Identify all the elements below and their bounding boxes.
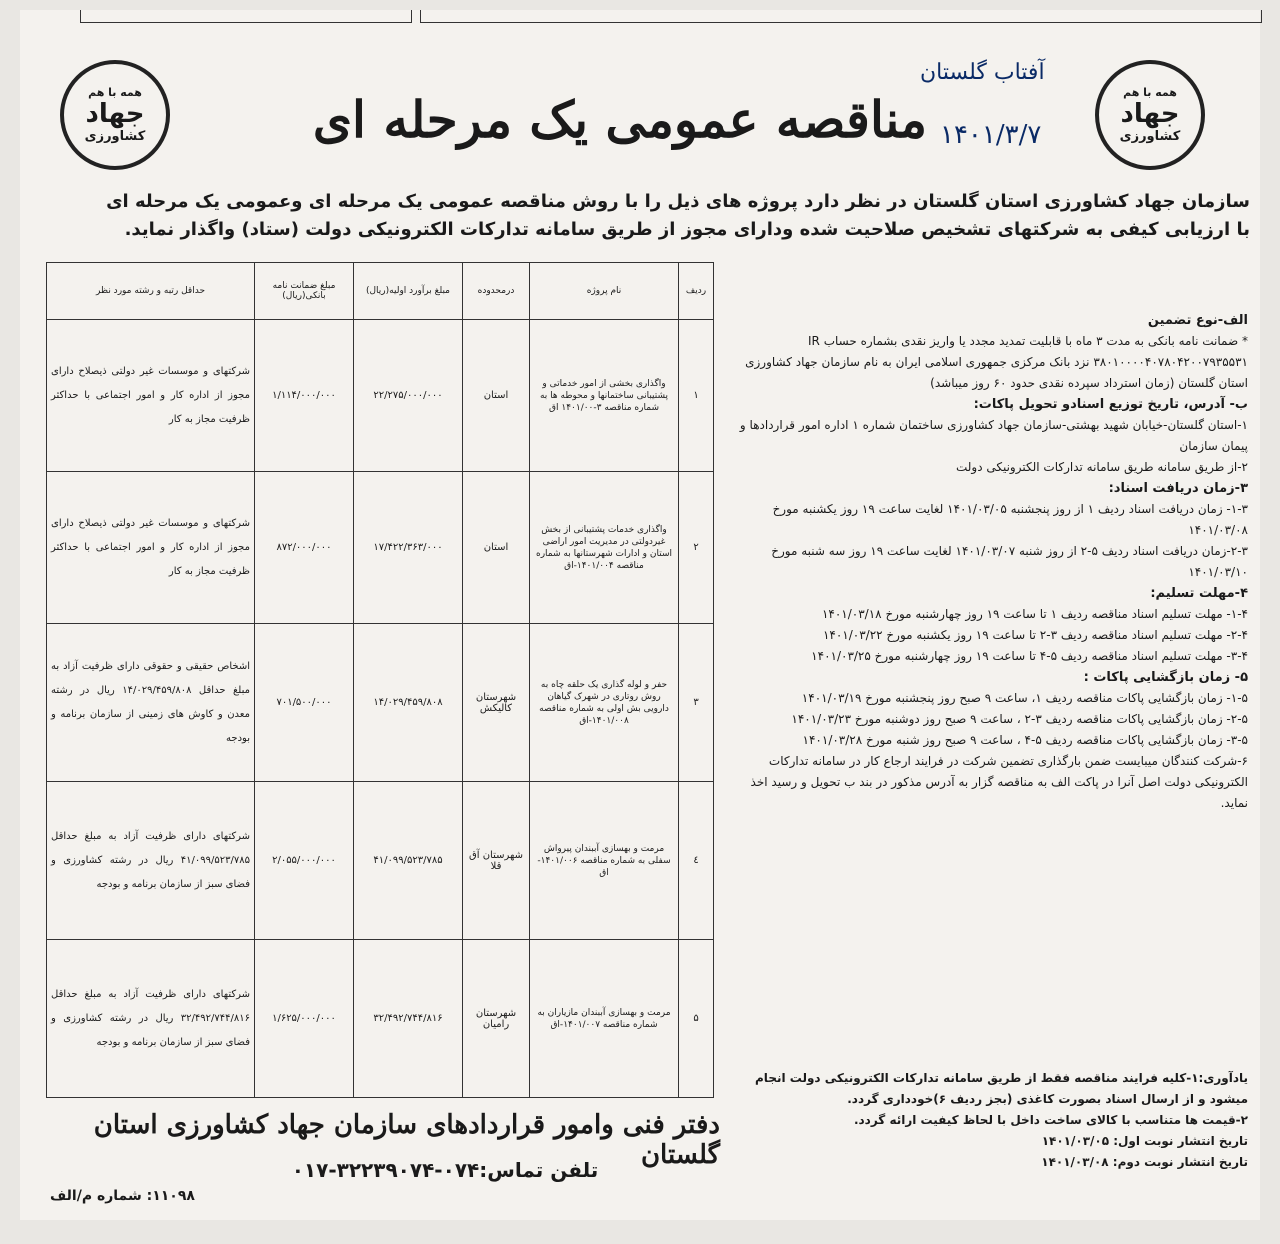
table-row — [47, 782, 714, 940]
row-num: ۳ — [679, 624, 714, 782]
reminder-1: یادآوری:۱-کلیه فرایند مناقصه فقط از طریق سامانه تدارکات الکترونیکی دولت انجام میشود و از ارسال اسناد بصورت کاغذی (بجز ردیف ۶)خودداری گردد. — [755, 1071, 1248, 1106]
section-f: ۶-شرکت کنندگان میبایست ضمن بارگذاری تضمین شرکت در فرایند ارجاع کار در سامانه تدارکات الکترونیکی دولت اصل آنرا در پاکت الف به مناقصه گزار به آدرس مذکور در بند ب تحویل و رسید اخذ نماید. — [750, 754, 1248, 810]
jahad-logo-left — [60, 60, 170, 170]
section-e1: ۱-۵- زمان بازگشایی پاکات مناقصه ردیف ۱، ساعت ۹ صبح روز پنجشنبه مورخ ۱۴۰۱/۰۳/۱۹ — [801, 691, 1248, 705]
section-b1: ۱-استان گلستان-خیابان شهید بهشتی-سازمان جهاد کشاورزی ساختمان شماره ۱ اداره امور قراردادها و پیمان سازمان — [739, 418, 1248, 453]
jahad-logo-right — [1095, 60, 1205, 170]
table-row — [47, 940, 714, 1098]
row-estimate: ۴۱/۰۹۹/۵۲۳/۷۸۵ — [354, 782, 463, 940]
contact-phone: تلفن تماس:۰۷۴-۳۲۲۳۹۰۷۴-۰۱۷ — [291, 1158, 599, 1182]
publish-date-2: تاریخ انتشار نوبت دوم: ۱۴۰۱/۰۳/۰۸ — [1041, 1155, 1248, 1169]
row-guarantee: ۸۷۲/۰۰۰/۰۰۰ — [255, 472, 354, 624]
intro-text — [60, 188, 1250, 244]
row-area: شهرستان آق قلا — [463, 782, 530, 940]
row-guarantee: ۲/۰۵۵/۰۰۰/۰۰۰ — [255, 782, 354, 940]
tender-page — [20, 10, 1260, 1220]
section-c-title: ۳-زمان دریافت اسناد: — [1108, 481, 1248, 496]
col-name: نام پروژه — [530, 263, 679, 320]
section-d3: ۳-۴- مهلت تسلیم اسناد مناقصه ردیف ۵-۴ تا ساعت ۱۹ روز چهارشنبه مورخ ۱۴۰۱/۰۳/۲۵ — [811, 649, 1248, 663]
row-name: مرمت و بهسازی آببندان پیرواش سفلی به شماره مناقصه ۱۴۰۱/۰۰۶-اق — [530, 782, 679, 940]
handwritten-date: ۱۴۰۱/۳/۷ — [940, 120, 1042, 150]
section-e2: ۲-۵- زمان بازگشایی پاکات مناقصه ردیف ۳-۲ ، ساعت ۹ صبح روز دوشنبه مورخ ۱۴۰۱/۰۳/۲۳ — [791, 712, 1248, 726]
table-header-row — [47, 263, 714, 320]
projects-table — [46, 262, 714, 1098]
top-rule — [20, 10, 1260, 24]
row-estimate: ۱۷/۴۲۲/۳۶۳/۰۰۰ — [354, 472, 463, 624]
page-title: مناقصه عمومی یک مرحله ای — [312, 90, 928, 149]
section-a-title: الف-نوع تضمین — [1147, 313, 1248, 328]
logo-line3: کشاورزی — [1119, 129, 1181, 144]
section-d2: ۲-۴- مهلت تسلیم اسناد مناقصه ردیف ۳-۲ تا ساعت ۱۹ روز یکشنبه مورخ ۱۴۰۱/۰۳/۲۲ — [822, 628, 1248, 642]
row-estimate: ۳۲/۴۹۲/۷۴۴/۸۱۶ — [354, 940, 463, 1098]
row-area: شهرستان رامیان — [463, 940, 530, 1098]
row-name: واگذاری خدمات پشتیبانی از بخش غیردولتی در مدیریت امور اراضی استان و ادارات شهرستانها به شماره مناقصه ۱۴۰۱/۰۰۴-اق — [530, 472, 679, 624]
row-name: واگذاری بخشی از امور خدماتی و پشتیبانی ساختمانها و محوطه ها به شماره مناقصه ۳-۱۴۰۱/۰۰ اق — [530, 320, 679, 472]
section-b2: ۲-از طریق سامانه طریق سامانه تدارکات الکترونیکی دولت — [955, 460, 1248, 474]
row-guarantee: ۱/۶۲۵/۰۰۰/۰۰۰ — [255, 940, 354, 1098]
row-qual: شرکتهای و موسسات غیر دولتی ذیصلاح دارای مجوز از اداره کار و امور اجتماعی با حداکثر ظرفیت مجاز به کار — [47, 320, 255, 472]
table-row — [47, 472, 714, 624]
row-qual: شرکتهای دارای ظرفیت آزاد به مبلغ حداقل ۴۱/۰۹۹/۵۲۳/۷۸۵ ریال در رشته کشاورزی و فضای سبز از سازمان برنامه و بودجه — [47, 782, 255, 940]
handwritten-source: آفتاب گلستان — [920, 60, 1045, 85]
section-e-title: ۵- زمان بازگشایی پاکات : — [1083, 670, 1248, 685]
col-area: درمحدوده — [463, 263, 530, 320]
row-guarantee: ۱/۱۱۴/۰۰۰/۰۰۰ — [255, 320, 354, 472]
logo-line1: همه با هم — [88, 86, 142, 99]
table-row — [47, 320, 714, 472]
logo-line2: جهاد — [1120, 99, 1180, 129]
conditions-column — [720, 310, 1248, 814]
logo-line2: جهاد — [85, 99, 145, 129]
row-num: ۲ — [679, 472, 714, 624]
col-estimate: مبلغ برآورد اولیه(ریال) — [354, 263, 463, 320]
section-d1: ۱-۴- مهلت تسلیم اسناد مناقصه ردیف ۱ تا ساعت ۱۹ روز چهارشنبه مورخ ۱۴۰۱/۰۳/۱۸ — [821, 607, 1248, 621]
section-c1: ۱-۳- زمان دریافت اسناد ردیف ۱ از روز پنجشنبه ۱۴۰۱/۰۳/۰۵ لغایت ساعت ۱۹ روز یکشنبه مورخ ۱۴۰۱/۰۳/۰۸ — [772, 502, 1248, 537]
row-estimate: ۱۴/۰۲۹/۴۵۹/۸۰۸ — [354, 624, 463, 782]
reminder-2: ۲-قیمت ها متناسب با کالای ساخت داخل با لحاظ کیفیت ارائه گردد. — [853, 1113, 1248, 1127]
logo-line3: کشاورزی — [84, 129, 146, 144]
logo-line1: همه با هم — [1123, 86, 1177, 99]
row-estimate: ۲۲/۲۷۵/۰۰۰/۰۰۰ — [354, 320, 463, 472]
row-guarantee: ۷۰۱/۵۰۰/۰۰۰ — [255, 624, 354, 782]
col-num: ردیف — [679, 263, 714, 320]
ad-number: ۱۱۰۹۸: شماره م/الف — [50, 1188, 195, 1204]
row-num: ۱ — [679, 320, 714, 472]
header — [20, 40, 1260, 190]
section-a-text: * ضمانت نامه بانکی به مدت ۳ ماه با قابلیت تمدید مجدد یا واریز نقدی بشماره حساب IR ۳۸۰۱۰۰۰۰۴۰۷۸۰۴۲۰۰۷۹۳۵۵۳۱ نزد بانک مرکزی جمهوری اسلامی ایران به نام سازمان جهاد کشاورزی استان گلستان (زمان استرداد سپرده نقدی حدود ۶۰ روز میباشد) — [745, 334, 1248, 390]
row-area: استان — [463, 320, 530, 472]
col-qual: حداقل رتبه و رشته مورد نظر — [47, 263, 255, 320]
section-c2: ۲-۳-زمان دریافت اسناد ردیف ۵-۲ از روز شنبه ۱۴۰۱/۰۳/۰۷ لغایت ساعت ۱۹ روز سه شنبه مورخ ۱۴۰۱/۰۳/۱۰ — [771, 544, 1248, 579]
section-b-title: ب- آدرس، تاریخ توزیع اسنادو تحویل پاکات: — [973, 397, 1248, 412]
section-e3: ۳-۵- زمان بازگشایی پاکات مناقصه ردیف ۵-۴ ، ساعت ۹ صبح روز شنبه مورخ ۱۴۰۱/۰۳/۲۸ — [802, 733, 1248, 747]
row-name: حفر و لوله گذاری یک حلقه چاه به روش روتاری در شهرک گیاهان دارویی بش اولی به شماره مناقصه ۱۴۰۱/۰۰۸-اق — [530, 624, 679, 782]
row-qual: شرکتهای و موسسات غیر دولتی ذیصلاح دارای مجوز از اداره کار و امور اجتماعی با حداکثر ظرفیت مجاز به کار — [47, 472, 255, 624]
section-d-title: ۴-مهلت تسلیم: — [1150, 586, 1248, 601]
reminder-block — [720, 1068, 1248, 1173]
row-num: ٤ — [679, 782, 714, 940]
intro-line2: با ارزیابی کیفی به شرکتهای تشخیص صلاحیت شده ودارای مجوز از طریق سامانه تدارکات الکترونیکی دولت (ستاد) واگذار نماید. — [124, 219, 1250, 240]
row-qual: اشخاص حقیقی و حقوقی دارای ظرفیت آزاد به مبلغ حداقل ۱۴/۰۲۹/۴۵۹/۸۰۸ ریال در رشته معدن و کاوش های زمینی از سازمان برنامه و بودجه — [47, 624, 255, 782]
intro-line1: سازمان جهاد کشاورزی استان گلستان در نظر دارد پروژه های ذیل را با روش مناقصه عمومی یک مرحله ای وعمومی یک مرحله ای — [106, 191, 1250, 212]
office-name: دفتر فنی وامور قراردادهای سازمان جهاد کشاورزی استان گلستان — [93, 1110, 720, 1170]
col-guarantee: مبلغ ضمانت نامه بانکی(ریال) — [255, 263, 354, 320]
table-row — [47, 624, 714, 782]
row-num: ۵ — [679, 940, 714, 1098]
row-qual: شرکتهای دارای ظرفیت آزاد به مبلغ حداقل ۳۲/۴۹۲/۷۴۴/۸۱۶ ریال در رشته کشاورزی و فضای سبز از سازمان برنامه و بودجه — [47, 940, 255, 1098]
publish-date-1: تاریخ انتشار نوبت اول: ۱۴۰۱/۰۳/۰۵ — [1041, 1134, 1248, 1148]
row-area: شهرستان کالیکش — [463, 624, 530, 782]
row-name: مرمت و بهسازی آببندان مازیاران به شماره مناقصه ۱۴۰۱/۰۰۷-اق — [530, 940, 679, 1098]
row-area: استان — [463, 472, 530, 624]
